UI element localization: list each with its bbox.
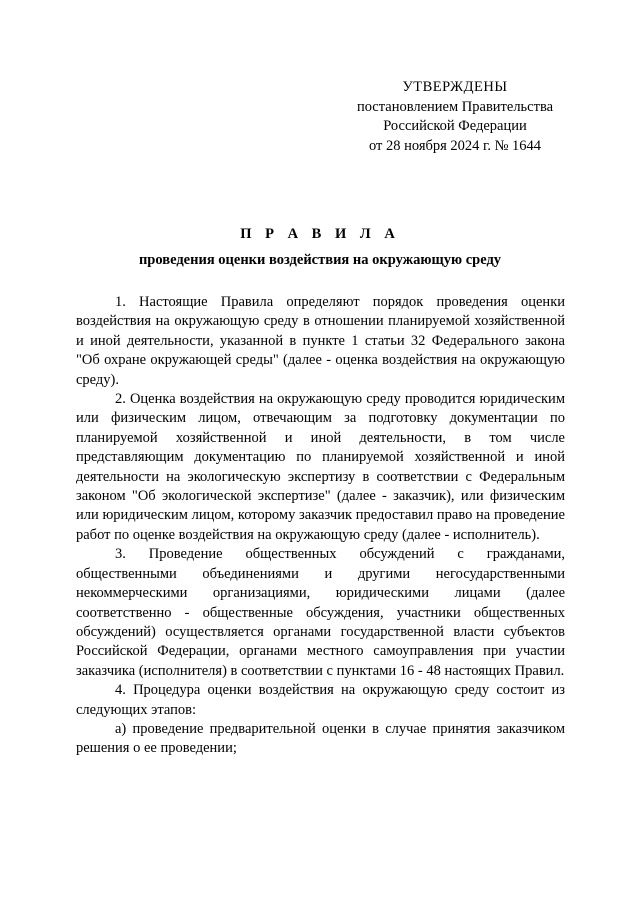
approval-heading: УТВЕРЖДЕНЫ <box>402 79 508 95</box>
document-subtitle: проведения оценки воздействия на окружающую среду <box>138 252 502 268</box>
paragraph-2: 2. Оценка воздействия на окружающую среду проводится юридическим или физическим лицом, отвечающим за подготовку документации по планируемой хозяйственной и иной деятельности, в том числе представляющим документацию по планируемой хозяйственной и иной деятельности на экологическую экспертизу в соответствии с Федеральным законом "Об экологической экспертизе" (далее - заказчик), или физическим или юридическим лицом, которому заказчик предоставил право на проведение работ по оценке воздействия на окружающую среду (далее - исполнитель). <box>76 391 565 543</box>
approval-block <box>330 78 580 156</box>
paragraph-4a: а) проведение предварительной оценки в случае принятия заказчиком решения о ее проведении; <box>76 720 565 757</box>
paragraph-3: 3. Проведение общественных обсуждений с гражданами, общественными объединениями и другими негосударственными некоммерческими организациями, юридическими лицами (далее соответственно - общественные обсуждения, участники общественных обсуждений) осуществляется органами государственной власти субъектов Российской Федерации, органами местного самоуправления при участии заказчика (исполнителя) в соответствии с пунктами 16 - 48 настоящих Правил. <box>76 546 565 679</box>
document-body <box>76 293 565 759</box>
paragraph-1: 1. Настоящие Правила определяют порядок проведения оценки воздействия на окружающую среду в отношении планируемой хозяйственной и иной деятельности, указанной в пункте 1 статьи 32 Федерального закона "Об охране окружающей среды" (далее - оценка воздействия на окружающую среду). <box>76 294 565 388</box>
approval-line-1: постановлением Правительства <box>356 98 554 115</box>
approval-line-3: от 28 ноября 2024 г. № 1644 <box>368 137 542 154</box>
paragraph-4: 4. Процедура оценки воздействия на окружающую среду состоит из следующих этапов: <box>76 682 565 718</box>
document-title: П Р А В И Л А <box>240 226 400 242</box>
approval-line-2: Российской Федерации <box>383 118 527 134</box>
